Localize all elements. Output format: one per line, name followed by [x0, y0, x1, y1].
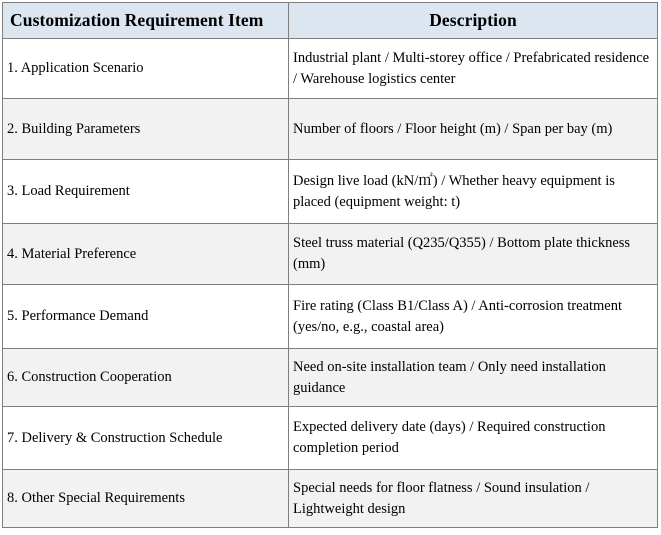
table-row: [3, 470, 658, 528]
row-item: 6. Construction Cooperation: [3, 349, 289, 407]
table-row: [3, 407, 658, 470]
header-row: [3, 3, 658, 39]
row-description: Industrial plant / Multi-storey office / Prefabricated residence / Warehouse logistics center: [289, 39, 658, 99]
row-item: 2. Building Parameters: [3, 99, 289, 160]
header-description: Description: [289, 3, 658, 39]
row-description: Need on-site installation team / Only need installation guidance: [289, 349, 658, 407]
header-item: Customization Requirement Item: [3, 3, 289, 39]
table-row: [3, 285, 658, 349]
row-description: Special needs for floor flatness / Sound insulation / Lightweight design: [289, 470, 658, 528]
table-row: [3, 224, 658, 285]
table-header: [3, 3, 658, 39]
table-row: [3, 39, 658, 99]
row-description: Expected delivery date (days) / Required construction completion period: [289, 407, 658, 470]
row-item: 1. Application Scenario: [3, 39, 289, 99]
table-row: [3, 99, 658, 160]
row-item: 3. Load Requirement: [3, 160, 289, 224]
row-description: Steel truss material (Q235/Q355) / Bottom plate thickness (mm): [289, 224, 658, 285]
table-row: [3, 160, 658, 224]
row-item: 7. Delivery & Construction Schedule: [3, 407, 289, 470]
row-description: Design live load (kN/㎡) / Whether heavy equipment is placed (equipment weight: t): [289, 160, 658, 224]
row-description: Fire rating (Class B1/Class A) / Anti-corrosion treatment (yes/no, e.g., coastal area): [289, 285, 658, 349]
table-body: [3, 39, 658, 528]
table-row: [3, 349, 658, 407]
row-item: 4. Material Preference: [3, 224, 289, 285]
requirements-table: [2, 2, 658, 528]
row-item: 8. Other Special Requirements: [3, 470, 289, 528]
row-description: Number of floors / Floor height (m) / Span per bay (m): [289, 99, 658, 160]
row-item: 5. Performance Demand: [3, 285, 289, 349]
